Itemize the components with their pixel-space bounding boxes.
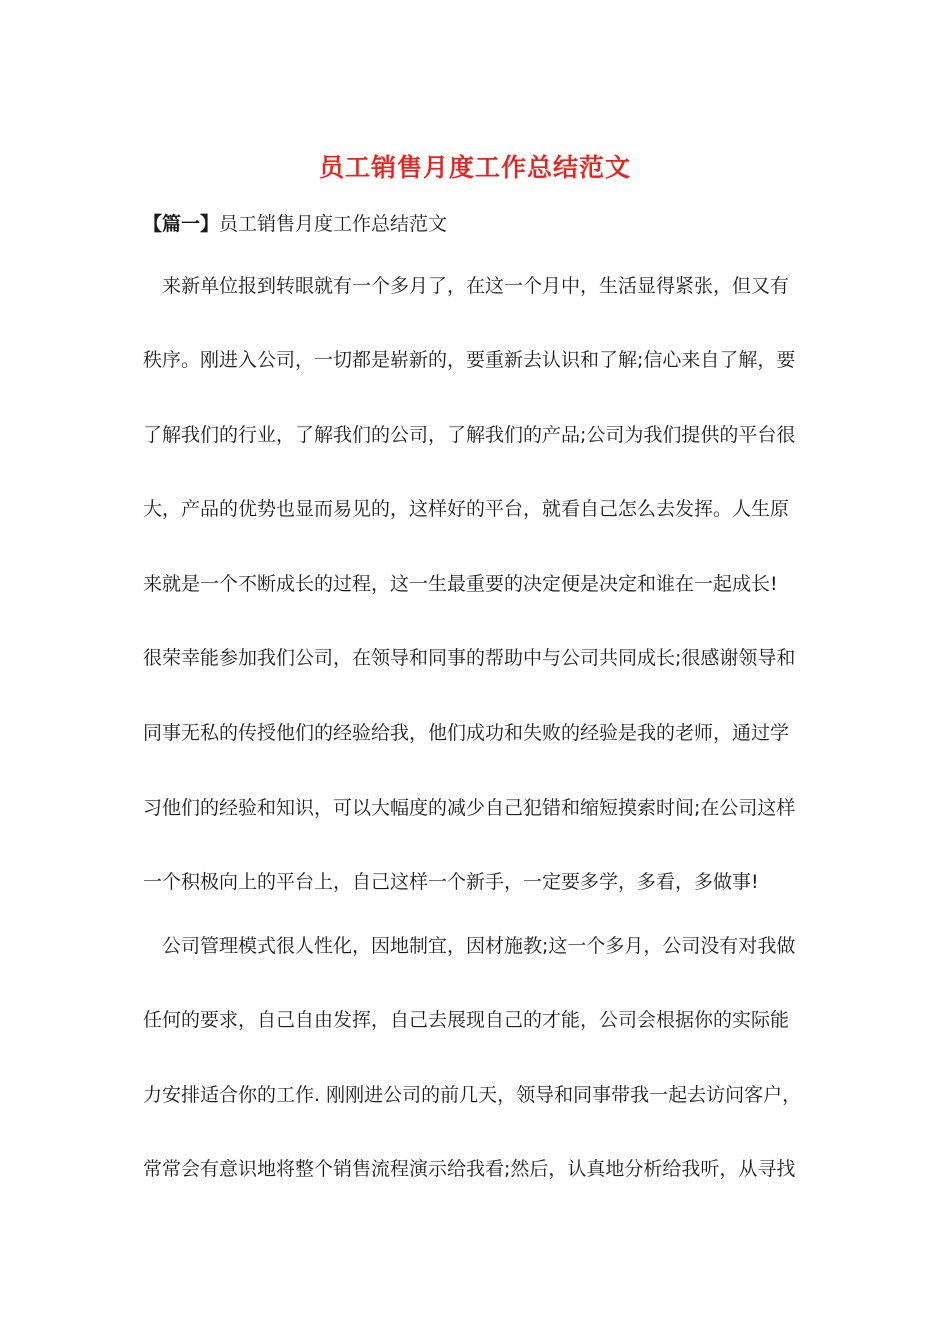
paragraph-line: 大，产品的优势也显而易见的，这样好的平台，就看自己怎么去发挥。人生原 bbox=[143, 498, 790, 520]
document-title: 员工销售月度工作总结范文 bbox=[318, 153, 631, 182]
section-heading-text: 员工销售月度工作总结范文 bbox=[219, 213, 448, 235]
paragraph-line: 来就是一个不断成长的过程，这一生最重要的决定便是决定和谁在一起成长! bbox=[143, 573, 778, 595]
paragraph-line: 很荣幸能参加我们公司，在领导和同事的帮助中与公司共同成长;很感谢领导和 bbox=[143, 647, 796, 669]
paragraph-line: 来新单位报到转眼就有一个多月了，在这一个月中，生活显得紧张，但又有 bbox=[162, 275, 790, 297]
paragraph-line: 任何的要求，自己自由发挥，自己去展现自己的才能，公司会根据你的实际能 bbox=[143, 1009, 790, 1031]
paragraph-line: 了解我们的行业，了解我们的公司，了解我们的产品;公司为我们提供的平台很 bbox=[143, 424, 796, 446]
section-heading bbox=[143, 208, 447, 240]
paragraph-line: 公司管理模式很人性化，因地制宜，因材施教;这一个多月，公司没有对我做 bbox=[162, 935, 796, 957]
paragraph-line: 力安排适合你的工作. 刚刚进公司的前几天，领导和同事带我一起去访问客户， bbox=[143, 1084, 802, 1106]
paragraph-line: 同事无私的传授他们的经验给我，他们成功和失败的经验是我的老师，通过学 bbox=[143, 722, 790, 744]
paragraph-line: 习他们的经验和知识，可以大幅度的减少自己犯错和缩短摸索时间;在公司这样 bbox=[143, 797, 796, 819]
section-heading-prefix: 【篇一】 bbox=[143, 213, 220, 235]
paragraph-line: 一个积极向上的平台上，自己这样一个新手，一定要多学，多看，多做事! bbox=[143, 871, 759, 893]
paragraph-line: 常常会有意识地将整个销售流程演示给我看;然后，认真地分析给我听，从寻找 bbox=[143, 1158, 796, 1180]
paragraph-line: 秩序。刚进入公司，一切都是崭新的，要重新去认识和了解;信心来自了解，要 bbox=[143, 349, 796, 371]
